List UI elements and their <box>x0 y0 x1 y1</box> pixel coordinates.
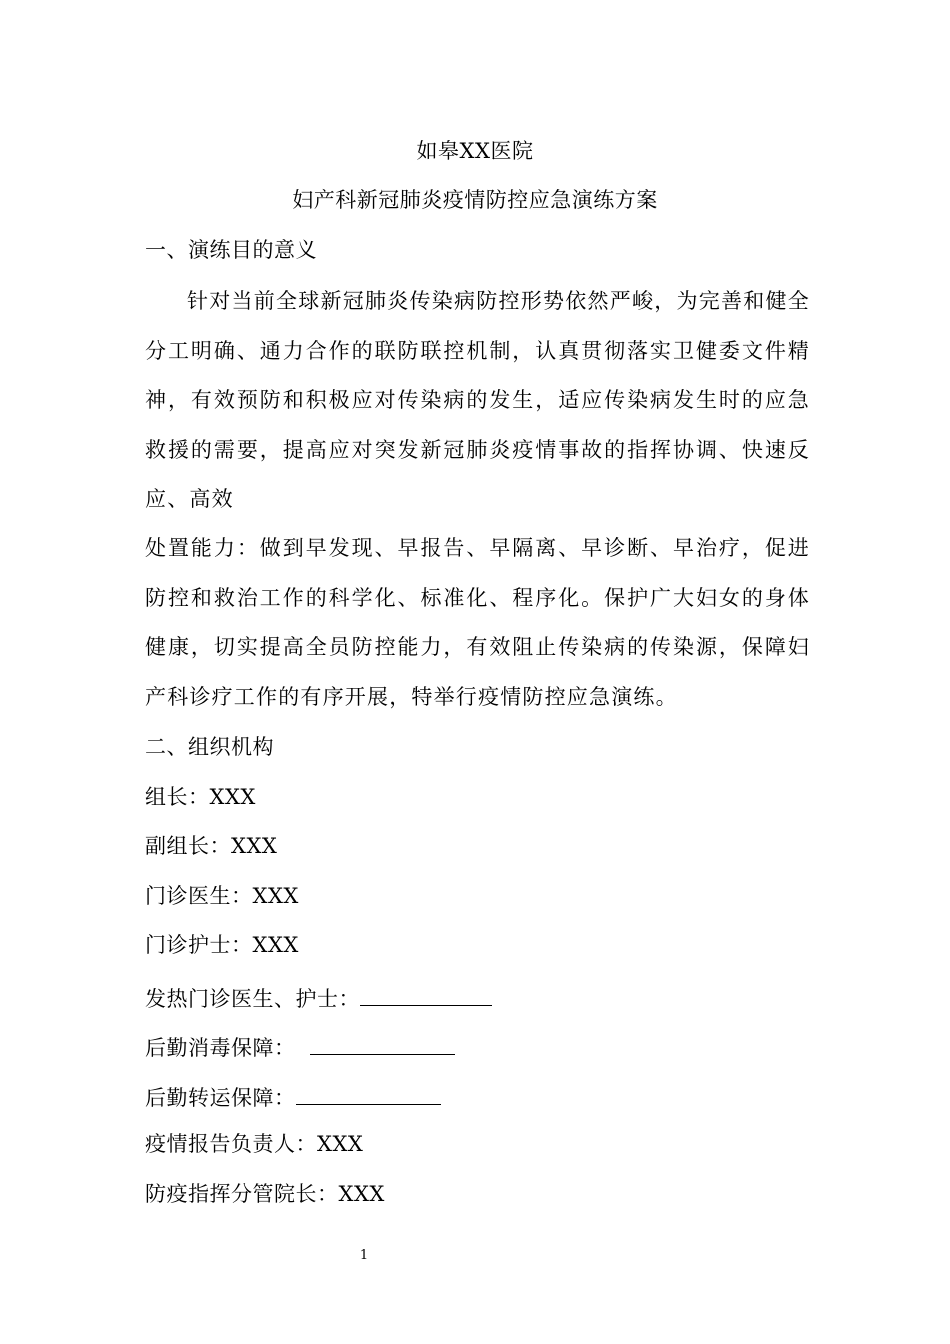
role-deputy-leader: 副组长：XXX <box>145 834 278 858</box>
section1-paragraph1: 针对当前全球新冠肺炎传染病防控形势依然严峻，为完善和健全分工明确、通力合作的联防联控机制，认真贯彻落实卫健委文件精神，有效预防和积极应对传染病的发生，适应传染病发生时的应急救援的需要，提高应对突发新冠肺炎疫情事故的指挥协调、快速反应、高效 <box>145 289 810 511</box>
logistics-disinfection-label: 后勤消毒保障： <box>145 1036 296 1060</box>
hospital-title: 如皋XX医院 <box>416 139 534 163</box>
logistics-transport-label: 后勤转运保障： <box>145 1086 296 1110</box>
logistics-transport-blank <box>296 1080 441 1105</box>
role-outpatient-doctor: 门诊医生：XXX <box>145 884 299 908</box>
role-epidemic-reporter: 疫情报告负责人：XXX <box>145 1132 364 1156</box>
fever-clinic-blank <box>360 981 492 1006</box>
logistics-disinfection-blank <box>310 1030 455 1055</box>
role-logistics-transport <box>145 1080 815 1113</box>
fever-clinic-label: 发热门诊医生、护士： <box>145 987 360 1011</box>
section1-paragraph2: 处置能力：做到早发现、早报告、早隔离、早诊断、早治疗，促进防控和救治工作的科学化、标准化、程序化。保护广大妇女的身体健康，切实提高全员防控能力，有效阻止传染病的传染源，保障妇产科诊疗工作的有序开展，特举行疫情防控应急演练。 <box>145 536 810 709</box>
role-leader: 组长：XXX <box>145 785 256 809</box>
role-fever-clinic <box>145 981 815 1014</box>
role-vice-president: 防疫指挥分管院长：XXX <box>145 1182 385 1206</box>
section1-heading: 一、演练目的意义 <box>145 238 317 262</box>
role-outpatient-nurse: 门诊护士：XXX <box>145 933 299 957</box>
page-number: 1 <box>359 1248 369 1263</box>
plan-title: 妇产科新冠肺炎疫情防控应急演练方案 <box>292 188 658 212</box>
role-logistics-disinfection <box>145 1030 815 1063</box>
section2-heading: 二、组织机构 <box>145 735 274 759</box>
